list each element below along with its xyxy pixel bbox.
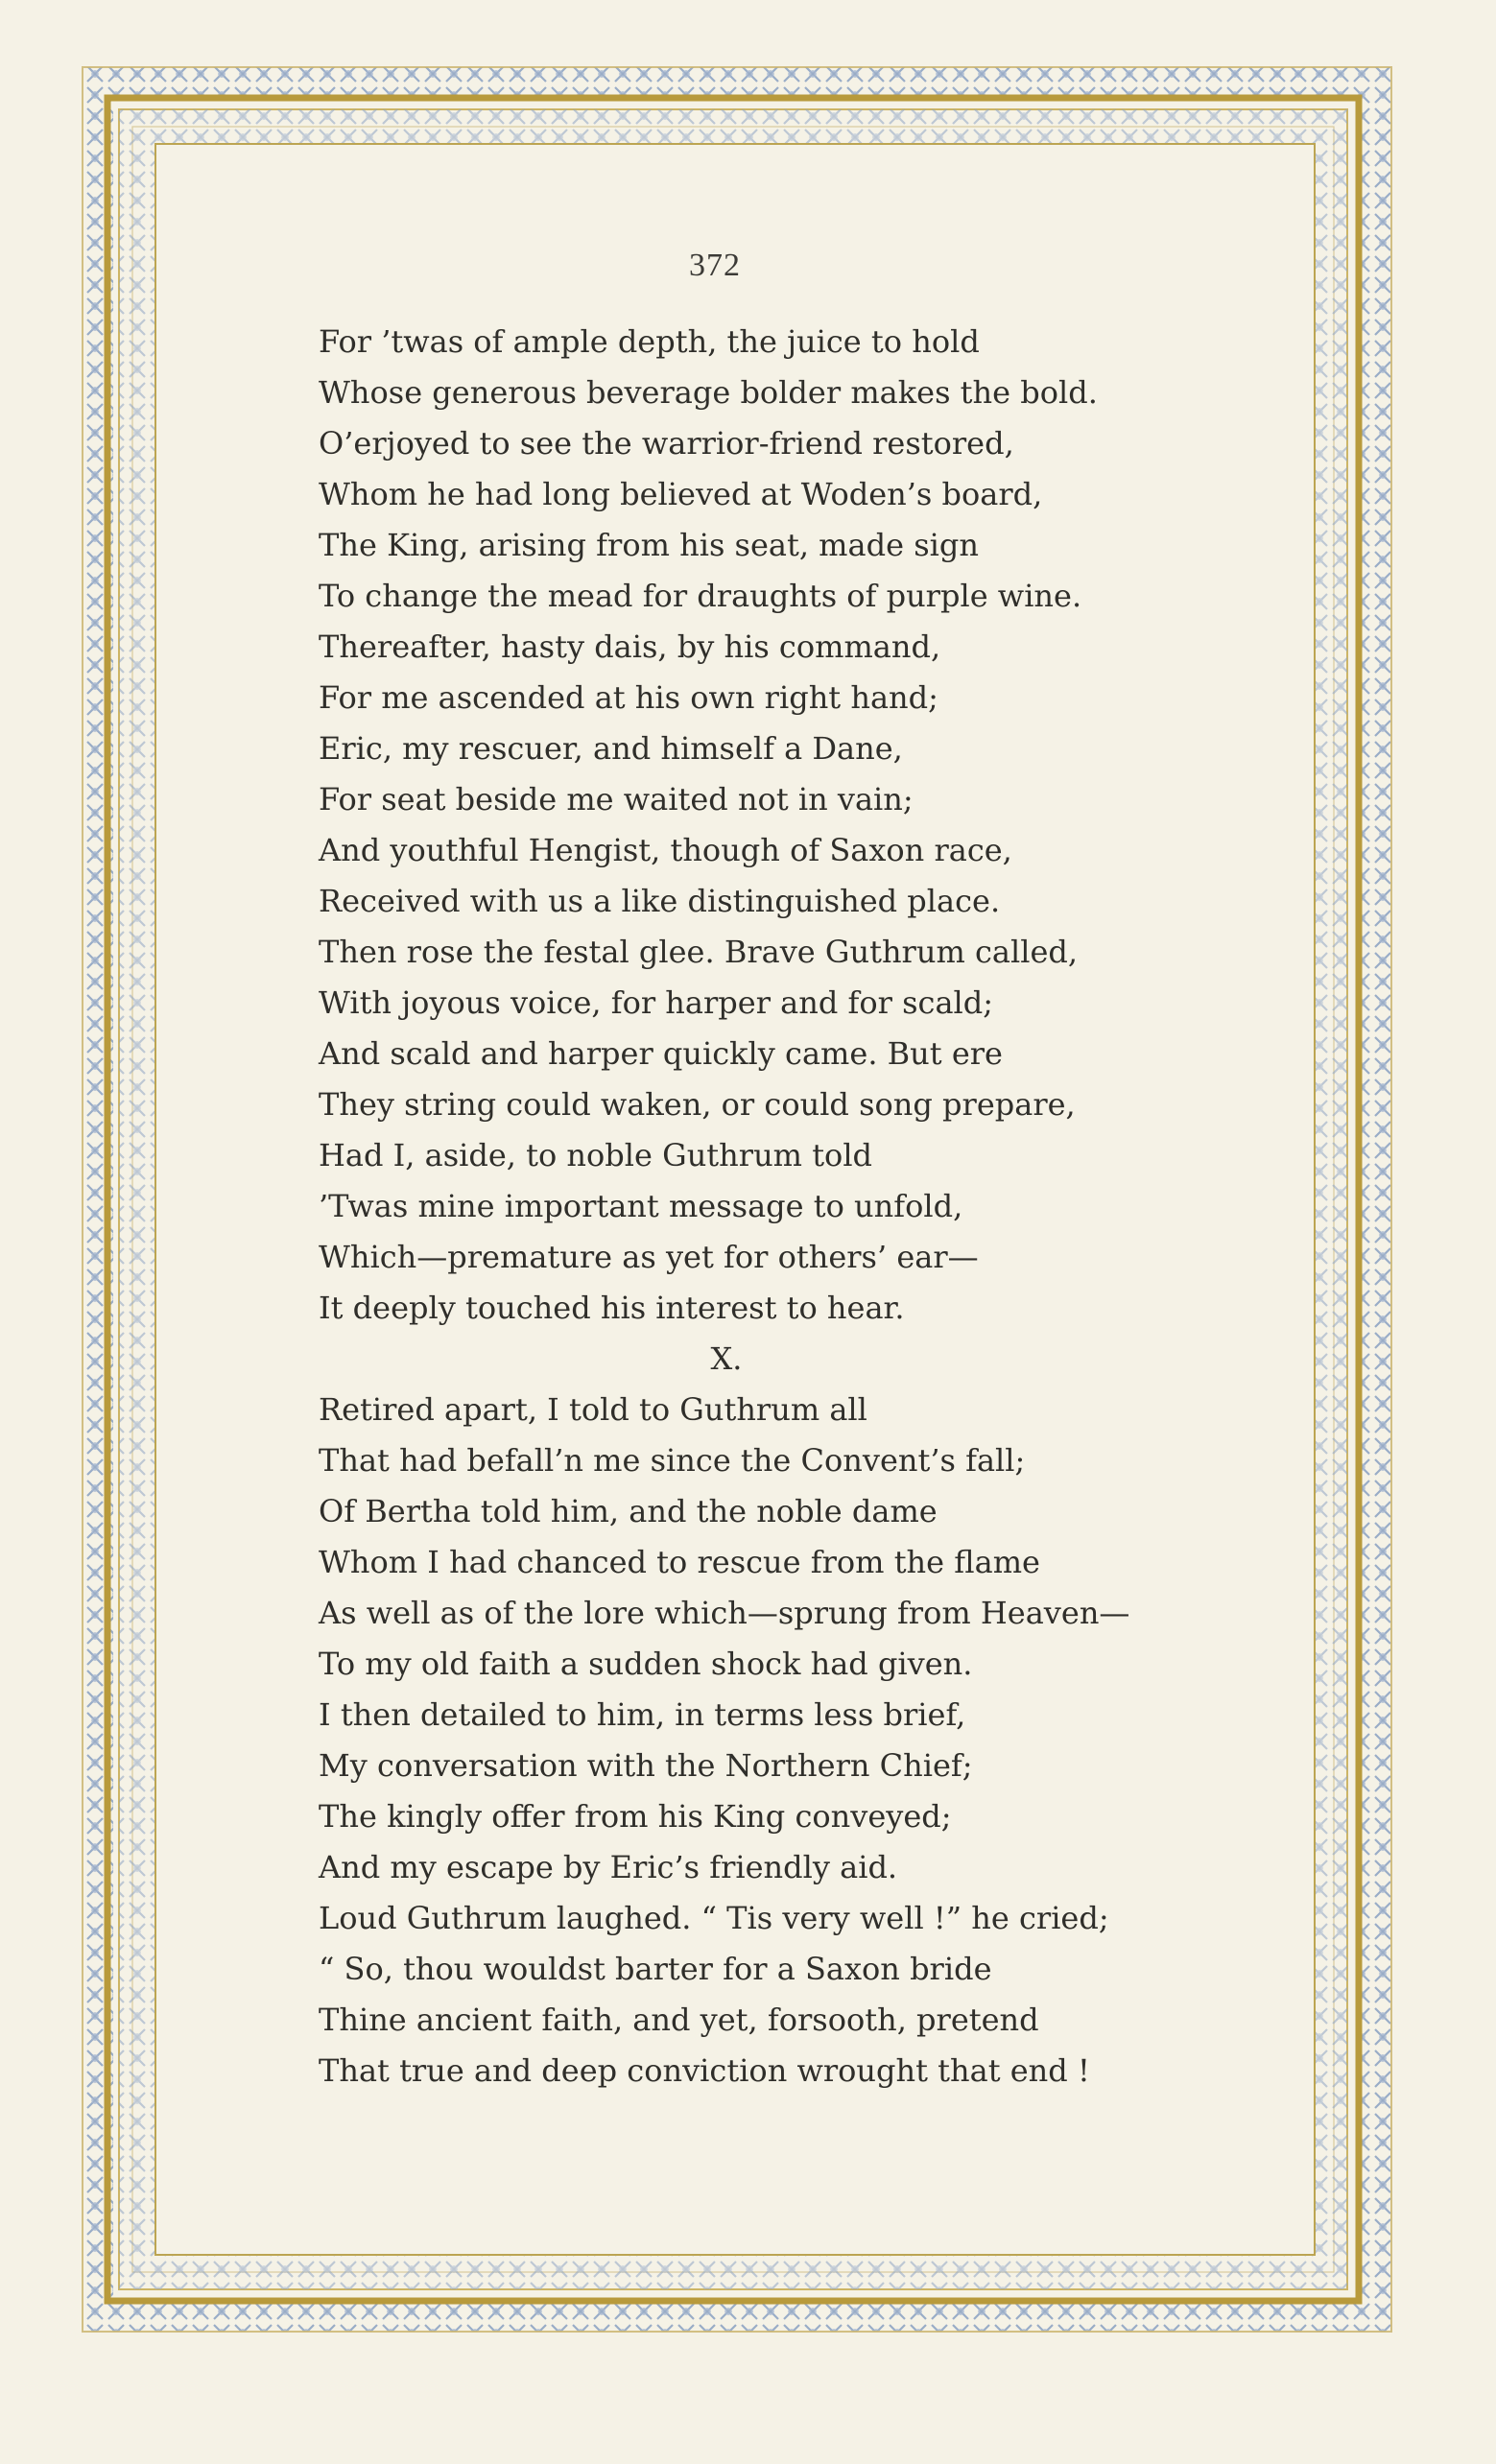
text-line: For me ascended at his own right hand; (319, 679, 938, 716)
text-line: “ So, thou wouldst barter for a Saxon bride (319, 1951, 992, 1987)
text-line: Had I, aside, to noble Guthrum told (319, 1137, 873, 1173)
text-line: They string could waken, or could song prepare, (319, 1086, 1076, 1123)
text-line: Eric, my rescuer, and himself a Dane, (319, 730, 903, 767)
text-line: The kingly offer from his King conveyed; (319, 1798, 952, 1835)
text-line: O’erjoyed to see the warrior-friend restored, (319, 425, 1014, 462)
text-line: To my old faith a sudden shock had given. (319, 1646, 973, 1682)
text-line: Thine ancient faith, and yet, forsooth, pretend (319, 2002, 1039, 2038)
text-line: Whose generous beverage bolder makes the bold. (319, 374, 1098, 411)
page-number: 372 (689, 248, 741, 283)
text-line: That had befall’n me since the Convent’s fall; (319, 1442, 1026, 1479)
text-line: As well as of the lore which—sprung from Heaven— (319, 1595, 1130, 1631)
poem-text (319, 317, 1278, 2097)
text-line: Which—premature as yet for others’ ear— (319, 1239, 979, 1275)
text-line: For ’twas of ample depth, the juice to hold (319, 323, 980, 360)
text-line: And my escape by Eric’s friendly aid. (319, 1849, 898, 1885)
text-line: I then detailed to him, in terms less brief, (319, 1696, 966, 1733)
text-line: To change the mead for draughts of purple wine. (319, 578, 1082, 614)
text-line: That true and deep conviction wrought that end ! (319, 2052, 1090, 2089)
text-line: Thereafter, hasty dais, by his command, (319, 628, 941, 665)
text-line: Then rose the festal glee. Brave Guthrum called, (319, 934, 1079, 970)
text-line: And youthful Hengist, though of Saxon race, (319, 832, 1012, 868)
text-line: Loud Guthrum laughed. “ Tis very well !” he cried; (319, 1900, 1109, 1936)
text-line: For seat beside me waited not in vain; (319, 781, 914, 817)
text-line: Retired apart, I told to Guthrum all (319, 1391, 867, 1428)
text-line: Of Bertha told him, and the noble dame (319, 1493, 938, 1529)
text-line: Whom I had chanced to rescue from the flame (319, 1544, 1040, 1580)
text-line: And scald and harper quickly came. But ere (319, 1035, 1003, 1072)
text-line: The King, arising from his seat, made sign (319, 527, 979, 563)
text-line: Whom he had long believed at Woden’s board, (319, 476, 1043, 512)
text-line: With joyous voice, for harper and for scald; (319, 984, 994, 1021)
text-line: ’Twas mine important message to unfold, (319, 1188, 963, 1224)
section-number: X. (710, 1340, 743, 1377)
text-line: It deeply touched his interest to hear. (319, 1290, 905, 1326)
text-line: Received with us a like distinguished place. (319, 883, 1001, 919)
text-line: My conversation with the Northern Chief; (319, 1747, 973, 1784)
